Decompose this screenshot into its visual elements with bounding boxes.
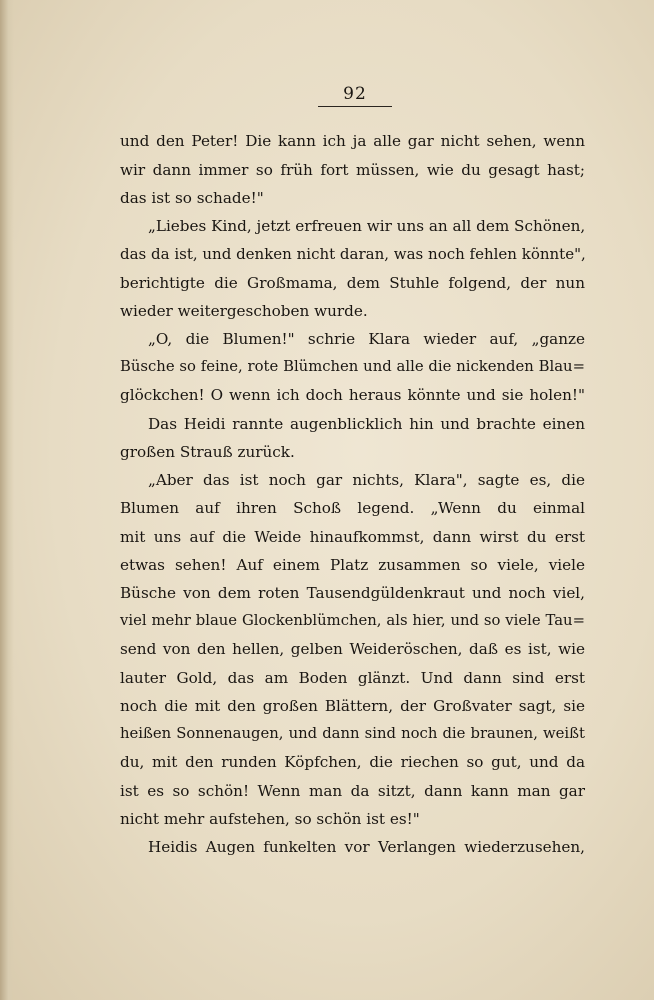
text-line: lauter Gold, das am Boden glänzt. Und dann sind erst xyxy=(120,669,585,687)
text-line: Das Heidi rannte augenblicklich hin und brachte einen xyxy=(148,415,585,433)
text-line: du, mit den runden Köpfchen, die riechen so gut, und da xyxy=(120,753,585,771)
text-line: wir dann immer so früh fort müssen, wie du gesagt hast; xyxy=(120,161,585,179)
text-line: das ist so schade!" xyxy=(120,189,264,207)
text-line: Büsche von dem roten Tausendgüldenkraut und noch viel, xyxy=(120,584,585,602)
page-number: 92 xyxy=(343,84,367,104)
text-line: noch die mit den großen Blättern, der Großvater sagt, sie xyxy=(120,697,585,715)
text-line: send von den hellen, gelben Weideröschen, daß es ist, wie xyxy=(120,640,585,658)
text-line: viel mehr blaue Glockenblümchen, als hier, und so viele Tau= xyxy=(120,612,585,629)
text-line: glöckchen! O wenn ich doch heraus könnte und sie holen!" xyxy=(120,386,585,404)
text-line: Heidis Augen funkelten vor Verlangen wiederzusehen, xyxy=(148,838,585,856)
text-line: ist es so schön! Wenn man da sitzt, dann kann man gar xyxy=(120,782,585,800)
text-line: mit uns auf die Weide hinaufkommst, dann wirst du erst xyxy=(120,528,585,546)
text-line: „Aber das ist noch gar nichts, Klara", sagte es, die xyxy=(148,471,585,489)
text-line: wieder weitergeschoben wurde. xyxy=(120,302,368,320)
page-number-rule xyxy=(318,106,392,107)
text-line: großen Strauß zurück. xyxy=(120,443,295,461)
page-gutter-shadow xyxy=(0,0,14,1000)
text-line: das da ist, und denken nicht daran, was noch fehlen könnte", xyxy=(120,245,586,263)
text-line: nicht mehr aufstehen, so schön ist es!" xyxy=(120,810,420,828)
text-line: etwas sehen! Auf einem Platz zusammen so viele, viele xyxy=(120,556,585,574)
text-line: heißen Sonnenaugen, und dann sind noch die braunen, weißt xyxy=(120,725,585,742)
text-line: „Liebes Kind, jetzt erfreuen wir uns an all dem Schönen, xyxy=(148,217,586,235)
text-line: berichtigte die Großmama, dem Stuhle folgend, der nun xyxy=(120,274,585,292)
text-line: und den Peter! Die kann ich ja alle gar nicht sehen, wenn xyxy=(120,132,585,150)
text-line: Blumen auf ihren Schoß legend. „Wenn du einmal xyxy=(120,499,585,517)
text-line: „O, die Blumen!" schrie Klara wieder auf, „ganze xyxy=(148,330,585,348)
text-line: Büsche so feine, rote Blümchen und alle die nickenden Blau= xyxy=(120,358,585,375)
